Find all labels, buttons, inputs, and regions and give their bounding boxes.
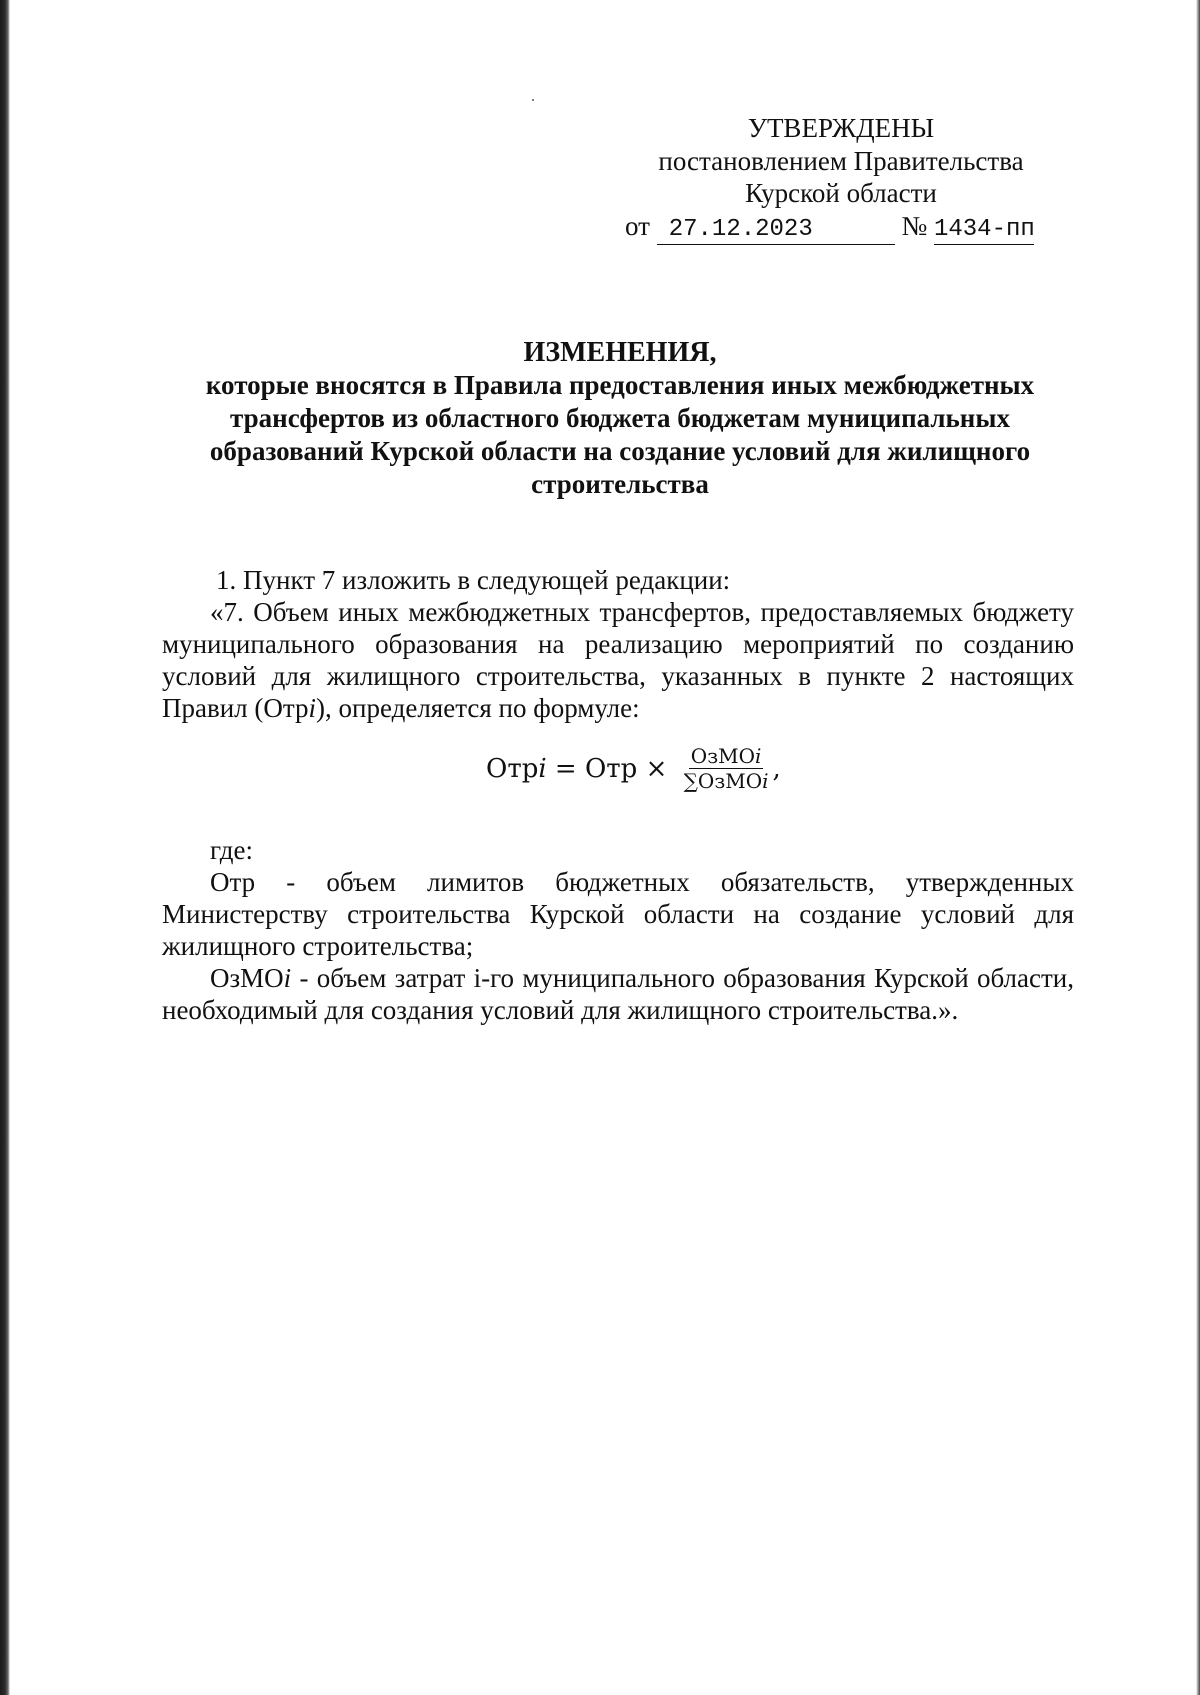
scan-speck bbox=[532, 99, 534, 101]
formula-numerator-text: ОзМО bbox=[690, 744, 755, 768]
approval-line1: постановлением Правительства bbox=[658, 145, 1024, 176]
definition-ozmoi-text: - объем затрат i-го муниципального образования Курской области, необходимый для создания условий для жилищного строительства.». bbox=[162, 963, 1074, 1025]
scan-edge-right bbox=[1196, 0, 1200, 1695]
definition-ozmoi-term: ОзМО bbox=[210, 963, 284, 993]
approval-line2: Курской области bbox=[745, 178, 937, 208]
formula-tail: , bbox=[772, 753, 781, 784]
formula-denominator-var: i bbox=[762, 769, 769, 793]
formula-fraction bbox=[682, 744, 771, 793]
formula-expression bbox=[486, 744, 781, 793]
approval-date: 27.12.2023 bbox=[657, 216, 895, 245]
formula-eq: = Отр × bbox=[546, 753, 676, 784]
paragraph-7-text: «7. Объем иных межбюджетных трансфертов, предоставляемых бюджету муниципального образования на реализацию мероприятий по созданию условий для жилищного строительства, указанных в пункте 2 настоящих Правил (Отр bbox=[162, 597, 1074, 723]
document-body bbox=[162, 564, 1074, 1026]
approval-block bbox=[600, 112, 1082, 245]
definition-ozmoi bbox=[162, 962, 1074, 1026]
formula bbox=[162, 730, 1074, 830]
formula-numerator bbox=[689, 744, 764, 769]
document-title bbox=[160, 336, 1080, 501]
item-1: 1. Пункт 7 изложить в следующей редакции: bbox=[216, 565, 731, 595]
where-label: где: bbox=[210, 835, 253, 865]
paragraph-7-var: i bbox=[308, 693, 317, 723]
formula-lhs bbox=[486, 753, 547, 785]
number-label: № bbox=[901, 210, 928, 241]
from-label: от bbox=[625, 210, 650, 241]
paragraph-7 bbox=[162, 596, 1074, 724]
definition-otr: Отр - объем лимитов бюджетных обязательств, утвержденных Министерству строительства Курской области на создание условий для жилищного строительства; bbox=[162, 867, 1074, 961]
title-main: ИЗМЕНЕНИЯ, bbox=[523, 337, 717, 368]
formula-lhs-var: i bbox=[538, 753, 547, 784]
scan-edge-left bbox=[0, 0, 10, 1695]
approval-heading: УТВЕРЖДЕНЫ bbox=[747, 113, 935, 143]
formula-denominator bbox=[682, 769, 771, 793]
formula-lhs-text: Отр bbox=[486, 753, 539, 784]
approval-number: 1434-пп bbox=[933, 215, 1035, 243]
paragraph-7-end: ), определяется по формуле: bbox=[316, 693, 640, 723]
definition-ozmoi-var: i bbox=[283, 963, 292, 993]
title-subtitle: которые вносятся в Правила предоставления иных межбюджетных трансфертов из областного бюджета бюджетам муниципальных образований Курской области на создание условий для жилищного строительства bbox=[205, 370, 1035, 499]
formula-numerator-var: i bbox=[754, 744, 762, 768]
approval-date-line bbox=[600, 210, 1082, 245]
formula-denominator-text: ∑ОзМО bbox=[683, 769, 763, 793]
